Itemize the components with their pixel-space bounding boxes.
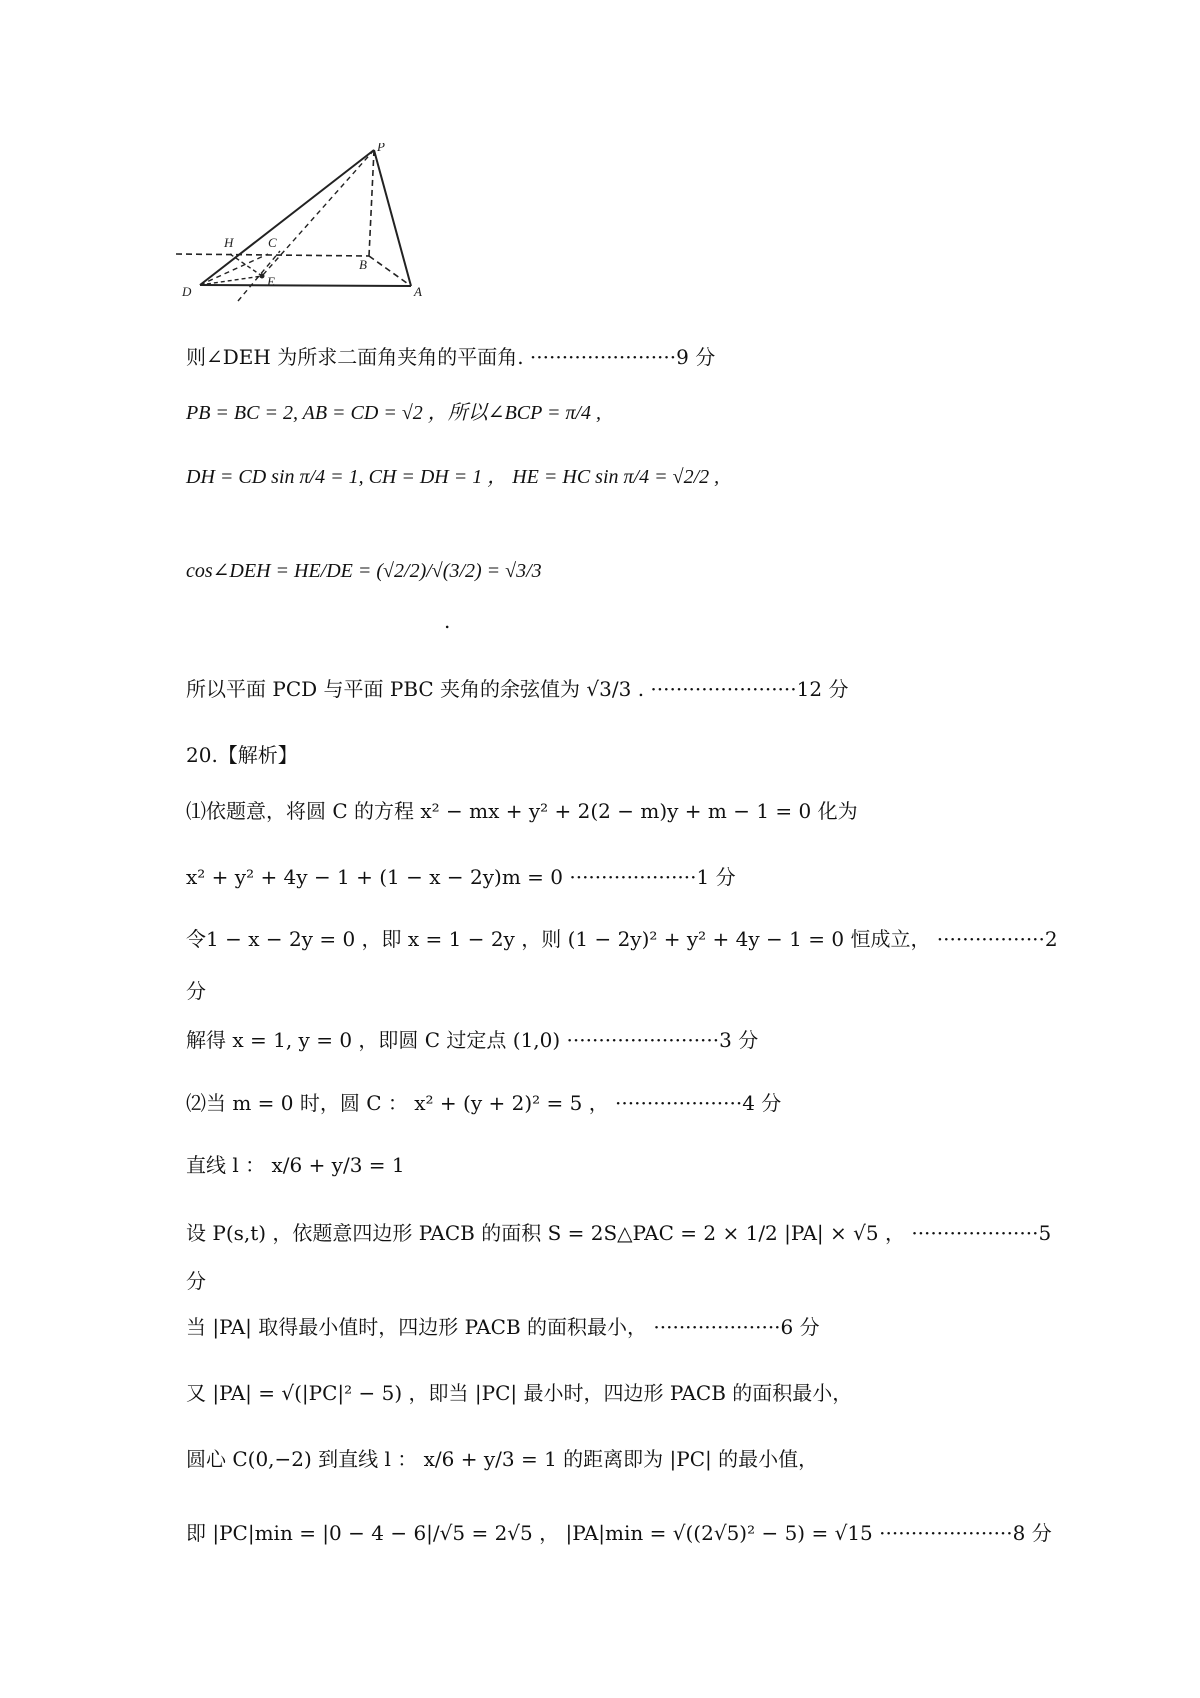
geometry-figure: [176, 143, 466, 333]
text-line-16: 当 |PA| 取得最小值时，四边形 PACB 的面积最小， ····················6 分: [186, 1315, 820, 1339]
edge-PB: [369, 150, 374, 256]
text-line-11: 解得 x = 1, y = 0 ，即圆 C 过定点 (1,0) ························3 分: [186, 1028, 759, 1052]
text-line-4-period: .: [444, 609, 451, 633]
label-E: E: [267, 274, 275, 289]
text-line-8: x² + y² + 4y − 1 + (1 − x − 2y)m = 0 ····················1 分: [186, 865, 736, 889]
text-line-13: 直线 l ： x/6 + y/3 = 1: [186, 1153, 405, 1177]
edge-DA: [200, 285, 411, 286]
label-H: H: [224, 235, 234, 250]
section-heading-20: 20.【解析】: [186, 743, 298, 767]
edge-DP: [200, 150, 374, 285]
text-line-18: 圆心 C(0,−2) 到直线 l ： x/6 + y/3 = 1 的距离即为 |PC| 的最小值，: [186, 1447, 819, 1471]
edge-PE: [262, 150, 374, 276]
text-line-7: ⑴依题意，将圆 C 的方程 x² − mx + y² + 2(2 − m)y + m − 1 = 0 化为: [186, 799, 858, 823]
label-B: B: [359, 257, 367, 272]
label-D: D: [182, 284, 192, 299]
text-line-5: 所以平面 PCD 与平面 PBC 夹角的余弦值为 √3/3 . ·······················12 分: [186, 677, 849, 701]
label-P: P: [377, 143, 385, 154]
text-line-2: PB = BC = 2, AB = CD = √2 ，所以∠BCP = π/4 ,: [186, 402, 602, 424]
text-line-4: cos∠DEH = HE/DE = (√2/2)/√(3/2) = √3/3: [186, 560, 542, 582]
edge-HB-extended: [176, 254, 369, 256]
text-line-14: 设 P(s,t) ，依题意四边形 PACB 的面积 S = 2S△PAC = 2 × 1/2 |PA| × √5 ， ····················5: [186, 1221, 1052, 1245]
text-line-19: 即 |PC|min = |0 − 4 − 6|/√5 = 2√5 ， |PA|min = √((2√5)² − 5) = √15 ·····················8 分: [186, 1521, 1052, 1545]
text-line-1: 则∠DEH 为所求二面角夹角的平面角. ·······················9 分: [186, 345, 716, 369]
text-line-17: 又 |PA| = √(|PC|² − 5) ，即当 |PC| 最小时，四边形 PACB 的面积最小，: [186, 1381, 853, 1405]
label-A: A: [414, 284, 422, 299]
text-line-10: 分: [186, 979, 206, 1003]
text-line-15: 分: [186, 1269, 206, 1293]
text-line-12: ⑵当 m = 0 时，圆 C ： x² + (y + 2)² = 5 ， ····················4 分: [186, 1091, 782, 1115]
label-C: C: [268, 235, 277, 250]
edge-PA: [374, 150, 411, 286]
point-E: [260, 274, 265, 279]
text-line-3: DH = CD sin π/4 = 1, CH = DH = 1 ， HE = HC sin π/4 = √2/2 ,: [186, 466, 720, 488]
text-line-9: 令1 − x − 2y = 0 ，即 x = 1 − 2y ，则 (1 − 2y)² + y² + 4y − 1 = 0 恒成立， ·················2: [186, 927, 1058, 951]
